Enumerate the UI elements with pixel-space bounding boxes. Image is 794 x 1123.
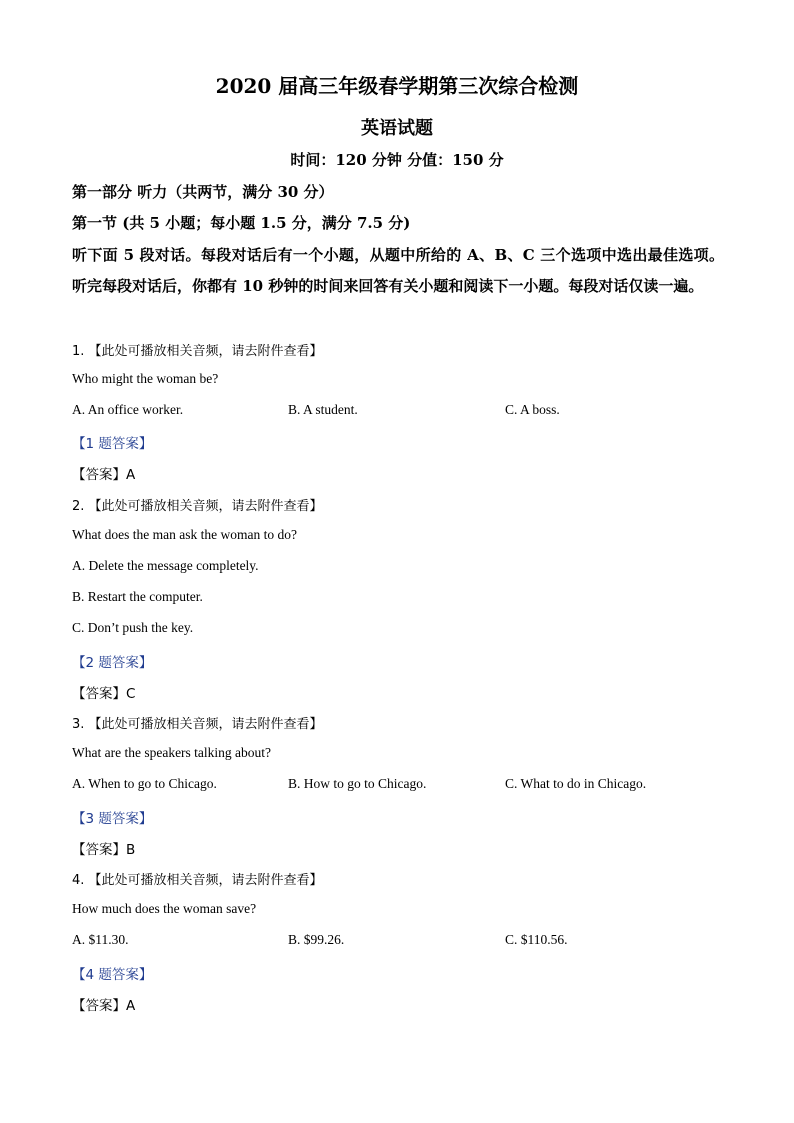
- exam-meta: 时间：120 分钟 分值：150 分: [290, 151, 504, 169]
- section-sub-heading: 第一节 (共 5 小题；每小题 1.5 分，满分 7.5 分): [72, 214, 411, 232]
- question-3-answer: 【答案】B: [72, 842, 136, 858]
- question-2-answer-link[interactable]: 【2 题答案】: [72, 655, 153, 671]
- section-instructions: 听下面 5 段对话。每段对话后有一个小题，从题中所给的 A、B、C 三个选项中选出最佳选项。听完每段对话后，你都有 10 秒钟的时间来回答有关小题和阅读下一小题。每段对话仅读一遍。: [72, 246, 724, 295]
- question-4-option-a: A. $11.30.: [72, 932, 129, 947]
- section-part-heading: 第一部分 听力（共两节，满分 30 分）: [72, 183, 334, 201]
- question-3-audio-note[interactable]: 3. 【此处可播放相关音频，请去附件查看】: [72, 717, 323, 732]
- question-2-option-b: B. Restart the computer.: [72, 589, 203, 604]
- question-1-answer-link[interactable]: 【1 题答案】: [72, 436, 153, 452]
- question-2-option-c: C. Don’t push the key.: [72, 620, 194, 635]
- question-1-option-a: A. An office worker.: [72, 402, 184, 417]
- page-subtitle: 英语试题: [361, 118, 433, 139]
- question-1-answer: 【答案】A: [72, 467, 136, 483]
- question-4-audio-note[interactable]: 4. 【此处可播放相关音频，请去附件查看】: [72, 873, 323, 888]
- question-1-option-c: C. A boss.: [505, 402, 560, 417]
- question-3-option-b: B. How to go to Chicago.: [288, 776, 427, 791]
- question-4-answer-link[interactable]: 【4 题答案】: [72, 967, 153, 983]
- question-1-audio-note[interactable]: 1. 【此处可播放相关音频，请去附件查看】: [72, 344, 323, 359]
- question-3-option-c: C. What to do in Chicago.: [505, 776, 647, 791]
- question-1-option-b: B. A student.: [288, 402, 358, 417]
- question-3-text: What are the speakers talking about?: [72, 745, 272, 760]
- question-4-option-c: C. $110.56.: [505, 932, 568, 947]
- page-title: 2020 届高三年级春学期第三次综合检测: [215, 74, 579, 98]
- question-4-answer: 【答案】A: [72, 998, 136, 1014]
- question-4-text: How much does the woman save?: [72, 901, 257, 916]
- question-3-answer-link[interactable]: 【3 题答案】: [72, 811, 153, 827]
- question-2-audio-note[interactable]: 2. 【此处可播放相关音频，请去附件查看】: [72, 499, 323, 514]
- question-4-option-b: B. $99.26.: [288, 932, 345, 947]
- question-1-text: Who might the woman be?: [72, 371, 219, 386]
- question-3-option-a: A. When to go to Chicago.: [72, 776, 217, 791]
- question-2-answer: 【答案】C: [72, 686, 136, 702]
- question-2-text: What does the man ask the woman to do?: [72, 527, 297, 542]
- question-2-option-a: A. Delete the message completely.: [72, 558, 259, 573]
